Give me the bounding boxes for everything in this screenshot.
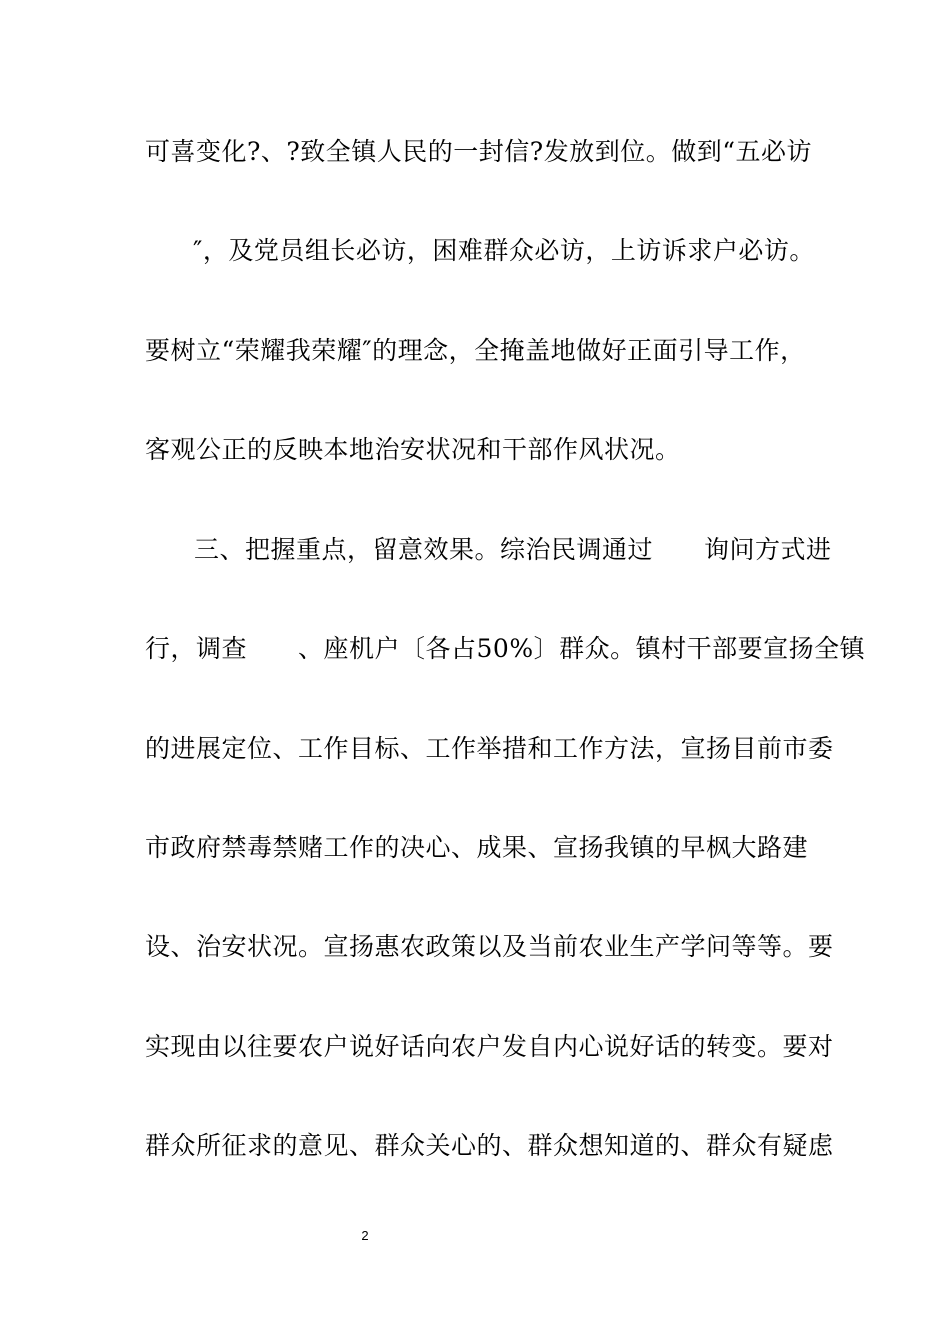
body-text-line: 市政府禁毒禁赌工作的决心、成果、宣扬我镇的早枫大路建 bbox=[145, 833, 809, 862]
body-text-line: ″，及党员组长必访，困难群众必访，上访诉求户必访。 bbox=[193, 236, 815, 265]
page-number: 2 bbox=[361, 1228, 369, 1243]
body-text-line: 可喜变化?、?致全镇人民的一封信?发放到位。做到“五必访 bbox=[145, 137, 812, 166]
body-text-line: 行，调查 、座机户〔各占50%〕群众。镇村干部要宣扬全镇 bbox=[145, 634, 866, 663]
section-heading-line: 三、把握重点，留意效果。综治民调通过 询问方式进 bbox=[194, 535, 832, 564]
body-text-line: 群众所征求的意见、群众关心的、群众想知道的、群众有疑虑 bbox=[145, 1131, 834, 1160]
body-text-line: 要树立“荣耀我荣耀″的理念，全掩盖地做好正面引导工作， bbox=[145, 336, 806, 365]
body-text-line: 客观公正的反映本地治安状况和干部作风状况。 bbox=[145, 435, 681, 464]
body-text-line: 设、治安状况。宣扬惠农政策以及当前农业生产学问等等。要 bbox=[145, 932, 834, 961]
body-text-line: 实现由以往要农户说好话向农户发自内心说好话的转变。要对 bbox=[145, 1032, 834, 1061]
body-text-line: 的进展定位、工作目标、工作举措和工作方法，宣扬目前市委 bbox=[145, 734, 834, 763]
